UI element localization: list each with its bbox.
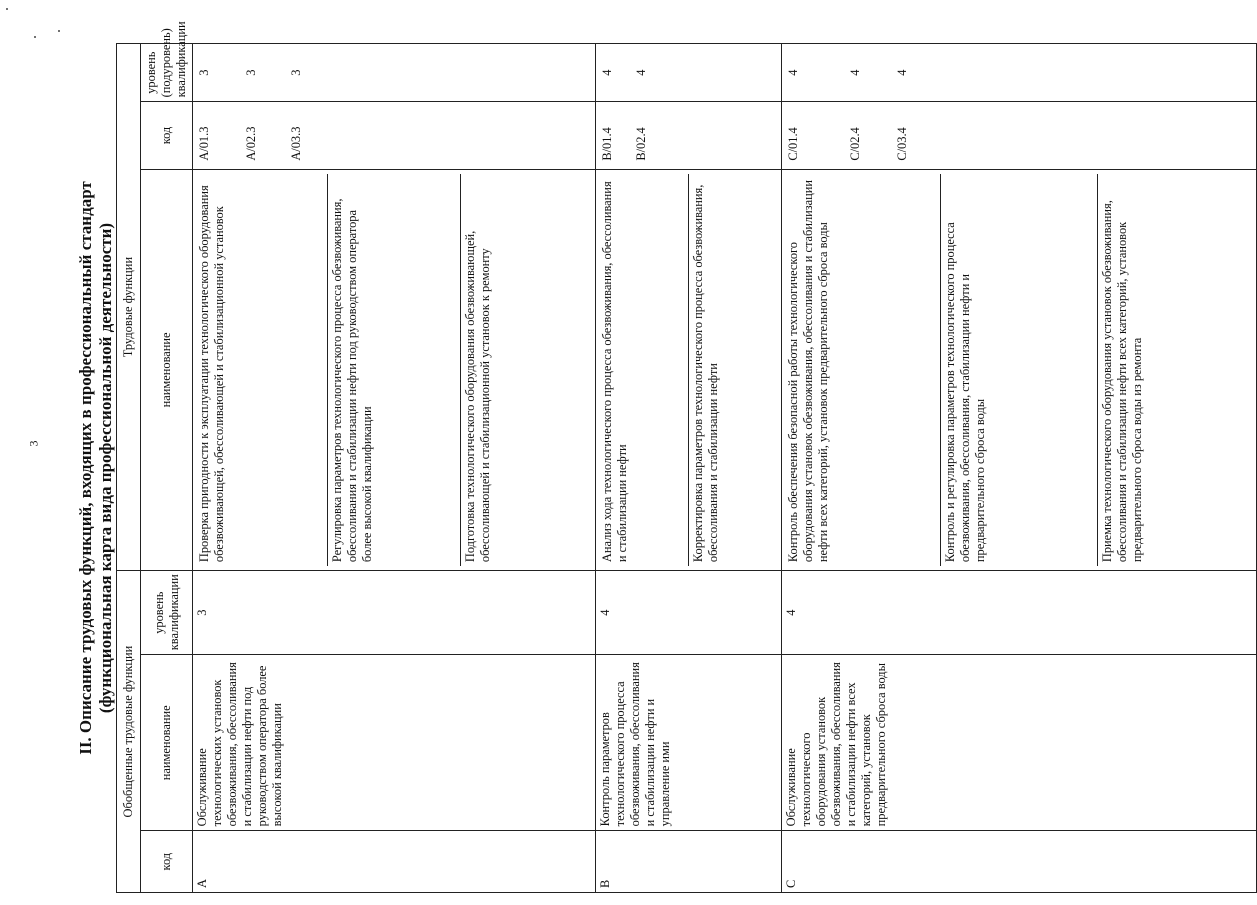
function-level: 4 [895,69,909,76]
function-level: 3 [289,69,303,76]
section-subtitle: (функциональная карта вида профессиональной деятельности) [96,222,115,714]
header-level: уровень квалификации [141,571,193,655]
function-name: Подготовка технологического оборудования обезвоживающей, обессоливающей и стабилизационной установок к ремонту [463,230,492,563]
function-codes [596,102,782,169]
group-name: Контроль параметров технологического процесса обезвоживания, обессоливания и стабилизации нефти и управление ими [596,655,782,831]
scan-speck [6,8,8,10]
group-level: 3 [193,571,596,655]
function-name: Анализ хода технологического процесса обезвоживания, обессоливания и стабилизации нефти [598,174,689,566]
functional-map-table [116,21,1257,893]
function-level: 4 [634,69,648,76]
function-level: 4 [786,69,800,76]
function-level: 3 [244,69,258,76]
function-code: A/02.3 [244,126,258,161]
section-title: II. Описание трудовых функций, входящих в профессиональный стандарт [76,181,95,755]
function-name: Корректировка параметров технологического процесса обезвоживания, обессоливания и стабилизации нефти [691,184,720,563]
header-labor-functions: Трудовые функции [117,44,141,571]
function-names [193,169,596,570]
group-level: 4 [596,571,782,655]
function-names [782,169,1257,570]
group-code: A [193,831,596,893]
function-names [596,169,782,570]
rotated-page-content [0,21,1144,893]
function-name: Контроль и регулировка параметров технологического процесса обезвоживания, обессоливания, стабилизации нефти и предварительного сброса воды [941,174,1098,566]
group-code: B [596,831,782,893]
function-codes [193,102,596,169]
function-name: Регулировка параметров технологического процесса обезвоживания, обессоливания и стабилизации нефти под руководством оператора более высокой квалификации [328,174,461,566]
function-name: Проверка пригодности к эксплуатации технологического оборудования обезвоживающей, обессоливающей и стабилизационной установок [195,174,328,566]
header-generalized-functions: Обобщенные трудовые функции [117,571,141,893]
function-code: C/03.4 [895,127,909,161]
page-number: 3 [26,440,41,447]
group-level: 4 [782,571,1257,655]
function-levels [782,44,1257,102]
header-labor-code: код [141,102,193,169]
function-name: Контроль обеспечения безопасной работы технологического оборудования установок обезвоживания, обессоливания и стабилизации нефти всех категорий, установок предварительного сброса воды [784,174,941,566]
group-code: C [782,831,1257,893]
function-levels [193,44,596,102]
header-code: код [141,831,193,893]
function-code: A/03.3 [289,126,303,161]
group-name: Обслуживание технологического оборудования установок обезвоживания, обессоливания и стабилизации нефти всех категорий, установок предварительного сброса воды [782,655,1257,831]
function-name: Приемка технологического оборудования установок обезвоживания, обессоливания и стабилизации нефти всех категорий, установок предварительного сброса воды из ремонта [1100,200,1144,563]
group-name: Обслуживание технологических установок обезвоживания, обессоливания и стабилизации нефти под руководством оператора более высокой квалификации [193,655,596,831]
scan-speck [58,30,60,32]
function-level: 4 [848,69,862,76]
table-row [782,44,1257,893]
table-row [193,44,596,893]
function-code: C/01.4 [786,127,800,161]
function-code: C/02.4 [848,127,862,161]
header-name: наименование [141,655,193,831]
function-code: B/02.4 [634,127,648,161]
function-code: B/01.4 [600,127,614,161]
header-sublevel: уровень (подуровень) квалификации [141,44,193,102]
function-code: A/01.3 [197,126,211,161]
function-codes [782,102,1257,169]
table-row [596,44,782,893]
function-levels [596,44,782,102]
header-labor-name: наименование [141,169,193,570]
function-level: 3 [197,69,211,76]
scan-speck [34,36,36,38]
function-level: 4 [600,69,614,76]
